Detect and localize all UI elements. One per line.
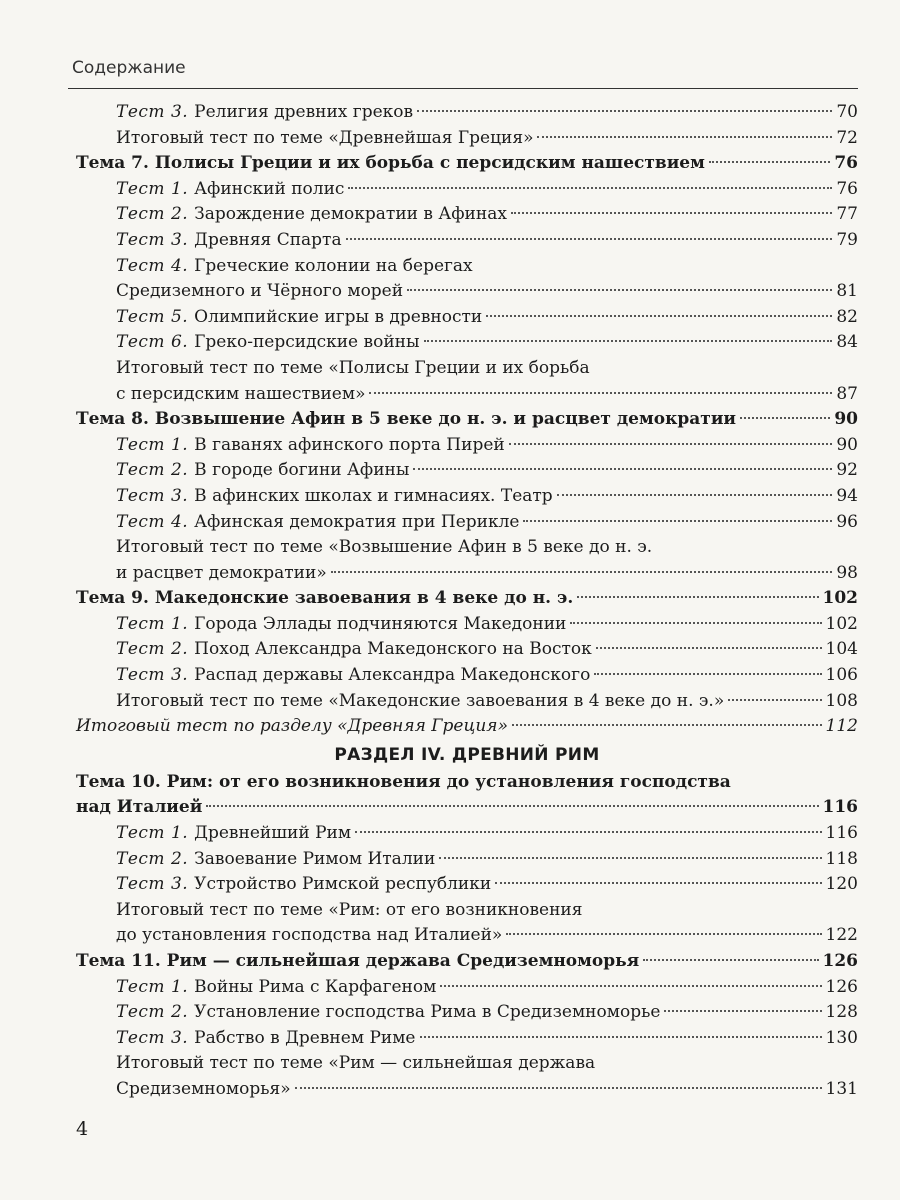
entry-page: 96 [836,511,858,532]
toc-entry [76,689,858,715]
entry-page: 108 [825,690,858,711]
dot-leader [369,392,832,394]
entry-title: Итоговый тест по теме «Рим — сильнейшая держава [116,1053,596,1074]
entry-page: 77 [836,204,858,225]
toc-topic [76,586,858,612]
toc-entry [76,535,858,561]
entry-prefix: Тест 3. [116,102,189,122]
entry-prefix: Тест 5. [116,306,189,327]
toc-entry [76,330,858,356]
entry-page: 126 [825,976,858,997]
toc-entry [76,177,858,203]
dot-leader [596,647,822,649]
entry-page: 128 [825,1002,858,1023]
entry-page: 94 [836,485,858,506]
dot-leader [346,238,833,240]
toc-entry [76,356,858,382]
entry-page: 82 [836,306,858,327]
entry-title: Рабство в Древнем Риме [194,1027,416,1048]
toc-entry [76,898,858,924]
entry-prefix: Тест 6. [116,332,189,353]
entry-title: над Италией [76,797,203,818]
toc-entry-continuation [76,1077,858,1103]
entry-page: 70 [836,102,858,122]
entry-page: 116 [825,823,858,844]
entry-title: Устройство Римской республики [194,874,492,895]
entry-title: Древняя Спарта [194,229,342,250]
toc-entry [76,305,858,331]
toc-entry-continuation [76,382,858,408]
entry-page: 122 [825,925,858,946]
toc-entry [76,202,858,228]
entry-title: Установление господства Рима в Средиземноморье [194,1002,661,1023]
toc-entry-continuation [76,923,858,949]
entry-title: Итоговый тест по теме «Македонские завоевания в 4 веке до н. э.» [116,690,725,711]
entry-page: 104 [825,639,858,660]
entry-prefix: Тест 3. [116,665,189,686]
dot-leader [413,468,832,470]
dot-leader [511,212,832,214]
entry-page: 116 [822,797,858,818]
dot-leader [509,443,833,445]
dot-leader [295,1087,822,1089]
toc-entry [76,821,858,847]
table-of-contents [76,100,858,1103]
entry-title: Завоевание Римом Италии [194,848,436,869]
dot-leader [440,985,821,987]
entry-title: Распад державы Александра Македонского [194,665,591,686]
dot-leader [439,857,821,859]
dot-leader [728,699,821,701]
entry-title: и расцвет демократии» [116,562,327,583]
toc-entry [76,637,858,663]
entry-title: Поход Александра Македонского на Восток [194,639,592,660]
dot-leader [424,340,833,342]
entry-prefix: Тест 1. [116,178,189,199]
dot-leader [537,136,832,138]
toc-entry [76,254,858,280]
entry-prefix: Тест 3. [116,874,189,895]
dot-leader [594,673,821,675]
entry-title: Древнейший Рим [194,823,352,844]
entry-page: 76 [834,153,858,174]
entry-prefix: Тест 1. [116,823,189,844]
entry-page: 90 [836,434,858,455]
dot-leader [420,1036,822,1038]
entry-title: Афинская демократия при Перикле [194,511,520,532]
entry-prefix: Тест 4. [116,511,189,532]
entry-page: 131 [825,1078,858,1099]
toc-topic [76,151,858,177]
entry-page: 118 [825,848,858,869]
toc-entry [76,126,858,152]
entry-page: 72 [836,127,858,148]
entry-title: Зарождение демократии в Афинах [194,204,507,225]
entry-title: Города Эллады подчиняются Македонии [194,613,567,634]
dot-leader [355,831,821,833]
entry-title: Греческие колонии на берегах [194,255,473,276]
entry-title: Греко-персидские войны [194,332,420,353]
toc-entry-continuation [76,561,858,587]
running-header: Содержание [72,58,186,78]
toc-topic-continuation [76,795,858,821]
toc-entry [76,433,858,459]
entry-prefix: Тест 3. [116,229,189,250]
toc-entry [76,510,858,536]
entry-title: Войны Рима с Карфагеном [194,976,437,997]
dot-leader [206,805,818,807]
entry-page: 112 [825,716,858,737]
dot-leader [417,110,832,112]
dot-leader [664,1010,821,1012]
entry-title: Тема 10. Рим: от его возникновения до установления господства [76,771,731,792]
entry-title: Средиземноморья» [116,1078,291,1099]
toc-topic [76,407,858,433]
entry-prefix: Тест 1. [116,434,189,455]
section-heading: РАЗДЕЛ IV. ДРЕВНИЙ РИМ [334,744,600,765]
toc-entry-continuation [76,279,858,305]
entry-page: 84 [836,332,858,353]
entry-prefix: Тест 3. [116,1027,189,1048]
dot-leader [570,622,821,624]
toc-entry [76,1000,858,1026]
entry-prefix: Тест 2. [116,848,189,869]
entry-title: Тема 8. Возвышение Афин в 5 веке до н. э. и расцвет демократии [76,409,737,430]
toc-entry [76,847,858,873]
toc-topic [76,770,858,796]
entry-page: 120 [825,874,858,895]
dot-leader [709,161,830,163]
entry-page: 126 [822,951,858,971]
entry-prefix: Тест 1. [116,976,189,997]
entry-page: 106 [825,665,858,686]
entry-title: с персидским нашествием» [116,383,366,404]
dot-leader [348,187,832,189]
dot-leader [577,596,818,598]
dot-leader [557,494,833,496]
entry-title: Религия древних греков [194,102,414,122]
page-number: 4 [76,1118,89,1140]
entry-title: Тема 7. Полисы Греции и их борьба с персидским нашествием [76,153,705,174]
entry-prefix: Тест 3. [116,485,189,506]
toc-entry [76,975,858,1001]
entry-title: Тема 9. Македонские завоевания в 4 веке до н. э. [76,588,574,609]
entry-title: до установления господства над Италией» [116,925,503,946]
dot-leader [331,571,833,573]
entry-prefix: Тест 2. [116,204,189,225]
toc-entry [76,1051,858,1077]
dot-leader [740,417,830,419]
dot-leader [407,289,832,291]
entry-title: Итоговый тест по разделу «Древняя Греция» [76,716,508,737]
entry-title: Средиземного и Чёрного морей [116,281,404,302]
entry-title: В афинских школах и гимнасиях. Театр [194,485,553,506]
toc-entry [76,458,858,484]
dot-leader [512,724,822,726]
entry-title: Итоговый тест по теме «Рим: от его возникновения [116,899,583,920]
dot-leader [643,959,818,961]
toc-entry [76,872,858,898]
entry-page: 87 [836,383,858,404]
entry-title: Олимпийские игры в древности [194,306,483,327]
entry-title: В городе богини Афины [194,460,410,481]
dot-leader [486,315,832,317]
entry-prefix: Тест 2. [116,1002,189,1023]
entry-prefix: Тест 2. [116,639,189,660]
toc-entry [76,663,858,689]
dot-leader [495,882,821,884]
entry-page: 102 [822,588,858,609]
toc-entry [76,612,858,638]
entry-title: Афинский полис [194,178,345,199]
toc-entry [76,100,858,126]
entry-title: Итоговый тест по теме «Древнейшая Греция» [116,127,534,148]
entry-page: 76 [836,178,858,199]
entry-title: Тема 11. Рим — сильнейшая держава Средиземноморья [76,951,640,971]
toc-entry [76,228,858,254]
entry-title: Итоговый тест по теме «Возвышение Афин в 5 веке до н. э. [116,537,653,558]
entry-title: В гаванях афинского порта Пирей [194,434,505,455]
entry-page: 92 [836,460,858,481]
toc-part-test [76,714,858,740]
entry-title: Итоговый тест по теме «Полисы Греции и их борьба [116,357,590,378]
entry-page: 102 [825,613,858,634]
entry-prefix: Тест 4. [116,255,189,276]
toc-entry [76,484,858,510]
header-rule [68,88,858,89]
entry-page: 98 [836,562,858,583]
entry-page: 90 [834,409,858,430]
toc-topic [76,949,858,975]
dot-leader [523,520,832,522]
entry-page: 130 [825,1027,858,1048]
entry-prefix: Тест 1. [116,613,189,634]
entry-page: 79 [836,229,858,250]
toc-entry [76,1026,858,1052]
dot-leader [506,933,821,935]
entry-prefix: Тест 2. [116,460,189,481]
entry-page: 81 [836,281,858,302]
